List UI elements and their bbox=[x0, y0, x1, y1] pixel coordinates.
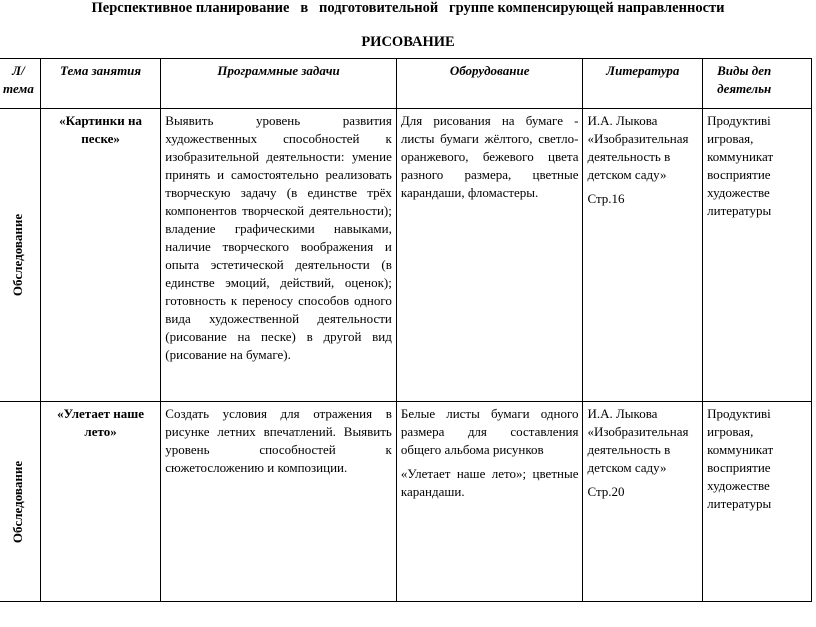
column-header-equipment: Оборудование bbox=[396, 59, 583, 109]
tasks-cell: Выявить уровень развития художественных способностей к изобразительной деятельности: умение принять и самостоятельно реализовать творческую задачу (в единстве трёх компонентов творческой деятельности); владение графическими навыками, наличие творческого воображения и опыта эстетической деятельности (в единстве эмоций, действий, оценок); готовность к переносу способов одного вида художественной деятельности (рисование на песке) в другой вид (рисование на бумаге). bbox=[161, 109, 397, 402]
page-title: Перспективное планирование в подготовительной группе компенсирующей направленности bbox=[91, 0, 725, 16]
equipment-cell bbox=[396, 402, 583, 602]
activity-item: литературы bbox=[707, 203, 772, 218]
column-header-tasks: Программные задачи bbox=[161, 59, 397, 109]
literature-source: И.А. Лыкова «Изобразительная деятельность в детском саду» bbox=[587, 406, 689, 475]
literature-cell bbox=[583, 109, 703, 402]
equipment-cell: Для рисования на бумаге - листы бумаги жёлтого, светло-оранжевого, бежевого цвета разного размера, цветные карандаши, фломастеры. bbox=[396, 109, 583, 402]
activities-cell bbox=[703, 109, 812, 402]
column-header-lesson: Тема занятия bbox=[40, 59, 160, 109]
table-row bbox=[0, 402, 812, 602]
activity-item: Продуктиві bbox=[707, 406, 771, 421]
activity-item: литературы bbox=[707, 496, 772, 511]
column-header-topic: Л/тема bbox=[0, 59, 40, 109]
topic-cell: «Улетает наше лето» bbox=[40, 402, 160, 602]
activity-item: художестве bbox=[707, 185, 770, 200]
activities-cell bbox=[703, 402, 812, 602]
activity-item: коммуникат bbox=[707, 149, 774, 164]
activity-item: художестве bbox=[707, 478, 770, 493]
topic-cell: «Картинки на песке» bbox=[40, 109, 160, 402]
column-header-literature: Литература bbox=[583, 59, 703, 109]
literature-cell bbox=[583, 402, 703, 602]
period-label: Обследование bbox=[10, 213, 26, 297]
activity-item: восприятие bbox=[707, 460, 771, 475]
literature-source: И.А. Лыкова «Изобразительная деятельность в детском саду» bbox=[587, 113, 689, 182]
tasks-cell: Создать условия для отражения в рисунке летних впечатлений. Выявить уровень способностей к сюжетосложению и композиции. bbox=[161, 402, 397, 602]
activity-item: восприятие bbox=[707, 167, 771, 182]
activity-item: коммуникат bbox=[707, 442, 774, 457]
page-subtitle: РИСОВАНИЕ bbox=[361, 34, 455, 50]
table-header-row bbox=[0, 59, 812, 109]
activity-item: Продуктиві bbox=[707, 113, 771, 128]
column-header-activities: Виды деп деятельн bbox=[703, 59, 812, 109]
literature-page: Стр.16 bbox=[587, 191, 625, 206]
equipment-text: Белые листы бумаги одного размера для составления общего альбома рисунков bbox=[400, 406, 579, 457]
activity-item: игровая, bbox=[707, 424, 754, 439]
equipment-extra: «Улетает наше лето»; цветные карандаши. bbox=[400, 466, 579, 499]
table-row bbox=[0, 109, 812, 402]
activity-item: игровая, bbox=[707, 131, 754, 146]
literature-page: Стр.20 bbox=[587, 484, 625, 499]
period-cell bbox=[0, 109, 40, 402]
planning-table bbox=[0, 58, 812, 602]
period-cell bbox=[0, 402, 40, 602]
period-label: Обследование bbox=[10, 460, 26, 543]
